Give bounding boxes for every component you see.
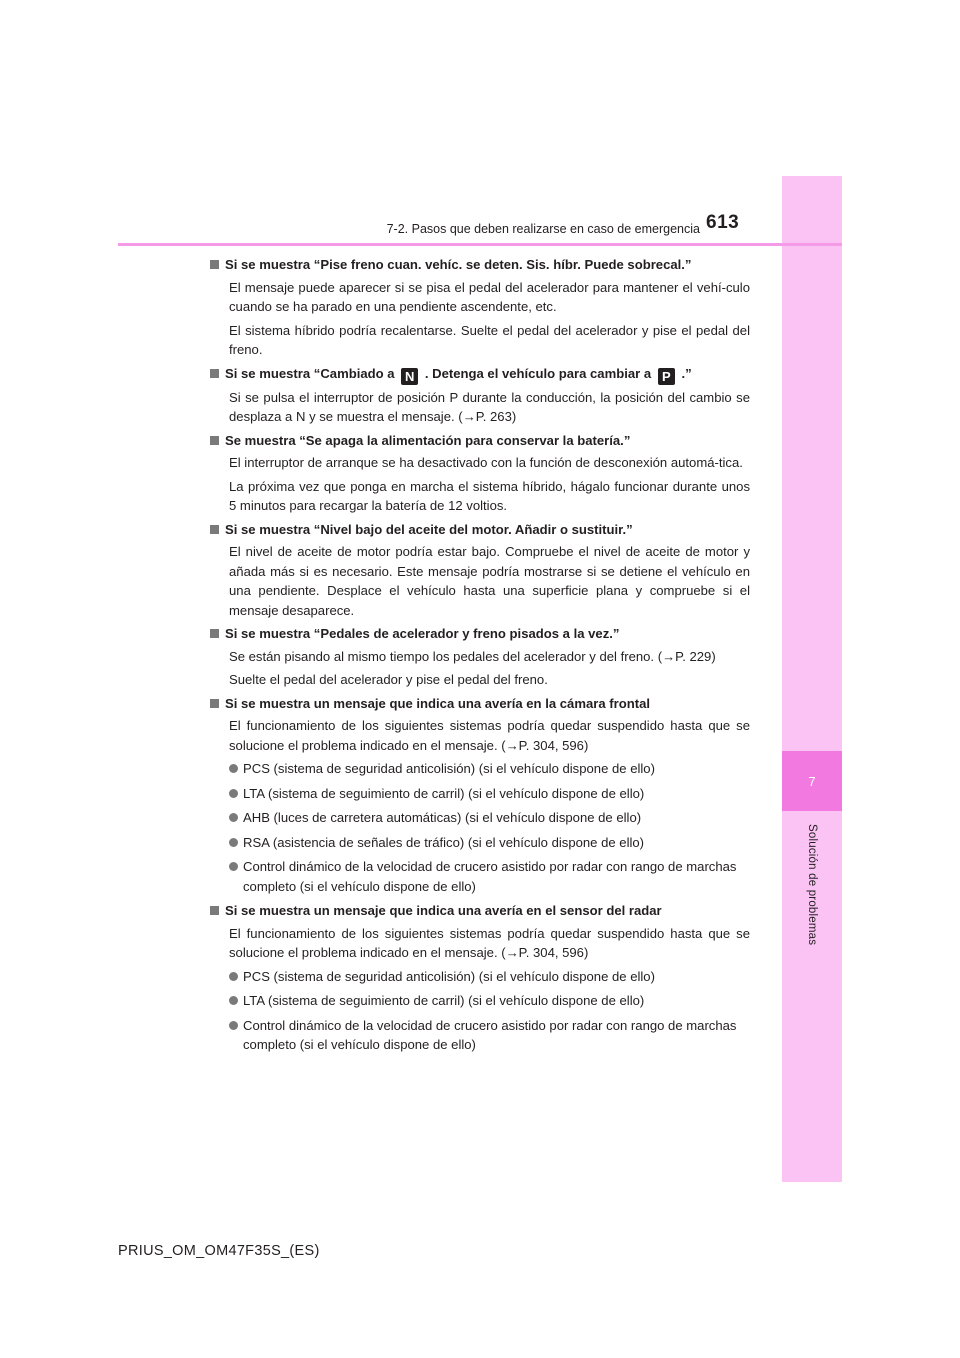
list-item — [229, 808, 750, 828]
entry-heading-text — [225, 364, 750, 385]
entry-heading — [210, 364, 750, 385]
entry-paragraph: El funcionamiento de los siguientes sistemas podría quedar suspendido hasta que se solucione el problema indicado en el mensaje. (→P. 304, 596) — [229, 718, 750, 753]
entry-heading-text: Si se muestra un mensaje que indica una avería en la cámara frontal — [225, 695, 650, 711]
entry-heading-text: Si se muestra “Pedales de acelerador y freno pisados a la vez.” — [225, 626, 620, 641]
entry-paragraph: La próxima vez que ponga en marcha el sistema híbrido, hágalo funcionar durante unos 5 minutos para recargar la batería de 12 voltios. — [229, 478, 750, 513]
list-item-text: RSA (asistencia de señales de tráfico) (si el vehículo dispone de ello) — [243, 834, 645, 850]
entry-section — [210, 520, 750, 621]
entry-paragraph: Suelte el pedal del acelerador y pise el pedal del freno. — [229, 672, 548, 687]
list-item-text: PCS (sistema de seguridad anticolisión) (si el vehículo dispone de ello) — [243, 761, 655, 776]
list-item-text: LTA (sistema de seguimiento de carril) (si el vehículo dispone de ello) — [243, 993, 645, 1008]
chapter-number-box — [782, 751, 842, 811]
list-item-text: AHB (luces de carretera automáticas) (si el vehículo dispone de ello) — [243, 810, 642, 825]
chapter-side-tab — [782, 176, 842, 1182]
entry-section — [210, 694, 750, 897]
entry-heading-text: Si se muestra “Pise freno cuan. vehíc. se deten. Sis. híbr. Puede sobrecal.” — [225, 257, 692, 272]
entry-heading — [210, 255, 750, 275]
entry-paragraph: El mensaje puede aparecer si se pisa el pedal del acelerador para mantener el vehí-culo cuando se ha parado en una pendiente ascendente, etc. — [229, 279, 750, 314]
list-item — [229, 1016, 750, 1055]
entry-paragraph: El nivel de aceite de motor podría estar bajo. Compruebe el nivel de aceite de motor y añada más si es necesario. Este mensaje podría mostrarse si se detiene el vehículo en una pendiente. Desplace el vehículo hasta una superficie plana y compruebe si el mensaje desaparece. — [229, 544, 750, 618]
entry-paragraph: El interruptor de arranque se ha desactivado con la función de desconexión automá-tica. — [229, 455, 743, 470]
entry-paragraph: Se están pisando al mismo tiempo los pedales del acelerador y del freno. (→P. 229) — [229, 648, 716, 664]
entry-section — [210, 431, 750, 516]
square-bullet-icon — [210, 525, 219, 534]
circle-bullet-icon — [229, 862, 238, 871]
page-number: 613 — [706, 212, 740, 233]
heading-part-middle: . Detenga el vehículo para cambiar a — [424, 365, 652, 381]
chapter-label-box — [782, 824, 842, 1064]
list-item-text: LTA (sistema de seguimiento de carril) (si el vehículo dispone de ello) — [243, 785, 645, 801]
list-item-text: PCS (sistema de seguridad anticolisión) (si el vehículo dispone de ello) — [243, 968, 655, 984]
square-bullet-icon — [210, 699, 219, 708]
entry-section — [210, 255, 750, 360]
heading-part-after: .” — [681, 365, 692, 381]
square-bullet-icon — [210, 369, 219, 378]
entry-heading — [210, 694, 750, 714]
square-bullet-icon — [210, 260, 219, 269]
entry-paragraph: El funcionamiento de los siguientes sistemas podría quedar suspendido hasta que se solucione el problema indicado en el mensaje. (→P. 304, 596) — [229, 925, 750, 960]
square-bullet-icon — [210, 906, 219, 915]
circle-bullet-icon — [229, 789, 238, 798]
circle-bullet-icon — [229, 764, 238, 773]
circle-bullet-icon — [229, 1021, 238, 1030]
entry-heading — [210, 901, 750, 921]
header-divider — [118, 243, 842, 246]
list-item — [229, 784, 750, 804]
page-content — [210, 255, 750, 1060]
entry-paragraph: El sistema híbrido podría recalentarse. Suelte el pedal del acelerador y pise el pedal del freno. — [229, 322, 750, 357]
entry-section — [210, 624, 750, 690]
entry-paragraph: Si se pulsa el interruptor de posición P durante la conducción, la posición del cambio se desplaza a N y se muestra el mensaje. (→P. 263) — [229, 389, 750, 424]
square-bullet-icon — [210, 629, 219, 638]
entry-heading — [210, 520, 750, 540]
circle-bullet-icon — [229, 996, 238, 1005]
list-item-text: Control dinámico de la velocidad de crucero asistido por radar con rango de marchas completo (si el vehículo dispone de ello) — [243, 859, 737, 894]
list-item — [229, 991, 750, 1011]
list-item — [229, 857, 750, 896]
heading-part-before: Si se muestra “Cambiado a — [225, 365, 395, 381]
entry-heading-text: Si se muestra “Nivel bajo del aceite del motor. Añadir o sustituir.” — [225, 521, 633, 537]
entry-section — [210, 901, 750, 1055]
gear-n-icon: N — [401, 368, 418, 385]
entry-heading — [210, 431, 750, 451]
entry-heading-text: Si se muestra un mensaje que indica una avería en el sensor del radar — [225, 903, 662, 918]
list-item — [229, 833, 750, 853]
chapter-number: 7 — [808, 773, 816, 789]
circle-bullet-icon — [229, 813, 238, 822]
entry-heading — [210, 624, 750, 644]
list-item-text: Control dinámico de la velocidad de crucero asistido por radar con rango de marchas completo (si el vehículo dispone de ello) — [243, 1017, 737, 1052]
gear-p-icon: P — [658, 368, 675, 385]
document-code: PRIUS_OM_OM47F35S_(ES) — [118, 1243, 320, 1259]
entry-section — [210, 364, 750, 427]
chapter-label: Solución de problemas — [806, 824, 818, 946]
list-item — [229, 759, 750, 779]
section-title: 7-2. Pasos que deben realizarse en caso de emergencia — [386, 222, 700, 236]
circle-bullet-icon — [229, 972, 238, 981]
square-bullet-icon — [210, 436, 219, 445]
list-item — [229, 967, 750, 987]
circle-bullet-icon — [229, 838, 238, 847]
entry-heading-text: Se muestra “Se apaga la alimentación para conservar la batería.” — [225, 432, 631, 448]
